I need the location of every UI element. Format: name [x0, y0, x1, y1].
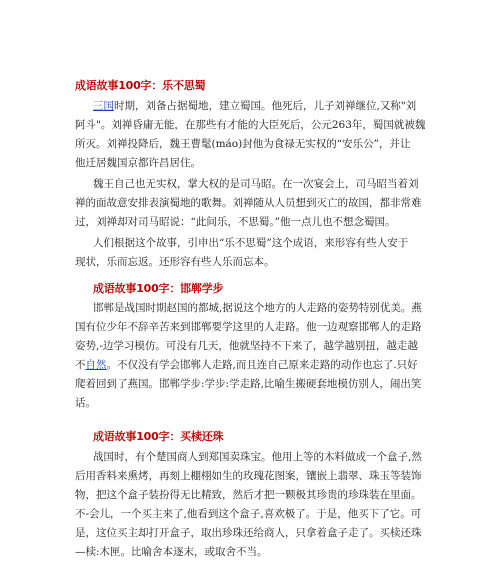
paragraph-line: 邯郸是战国时期赵国的都城,据说这个地方的人走路的姿势特别优美。燕 — [93, 302, 422, 314]
paragraph-line: 姿势,-边学习模仿。可没有几天，他就坚持不下来了，越学越别扭，越走越 — [75, 340, 418, 352]
link-natural[interactable]: 自然 — [85, 359, 107, 371]
section-heading: 成语故事100字：买椟还珠 — [93, 430, 224, 443]
paragraph-line: 不-会儿，一个买主来了,他看到这个盒子,喜欢极了。于是，他买下了它。可 — [75, 508, 422, 520]
paragraph-line: —椟:木匣。比喻舍本逐末，或取舍不当。 — [75, 546, 268, 558]
paragraph-line: 魏王自己也无实权，掌大权的是司马昭。在一次宴会上，司马昭当着刘 — [93, 178, 419, 190]
section-heading: 成语故事100字：邯郸学步 — [93, 282, 224, 295]
paragraph-line: 过，刘禅却对司马昭说：“此间乐，不思蜀。”他一点儿也不想念蜀国。 — [75, 216, 396, 228]
paragraph-line: 是，这位买主却打开盒子，取出珍珠还给商人，只拿着盒子走了。买椟还珠 — [75, 527, 422, 539]
paragraph-line: 三国时期，刘备占据蜀地，建立蜀国。他死后，儿子刘禅继位,又称"刘 — [93, 100, 417, 112]
paragraph-line: 国有位少年不辞辛苦来到邯郸要学这里的人走路。他一边观察邯郸人的走路 — [75, 321, 422, 333]
paragraph-line: 阿斗"。刘禅昏庸无能，在那些有才能的大臣死后，公元263年，蜀国就被魏 — [75, 119, 426, 131]
paragraph-line: 爬着回到了燕国。邯郸学步:学步:学走路,比喻生搬硬套地模仿别人，闹出笑 — [75, 378, 422, 390]
paragraph-line: 不自然。不仅没有学会邯郸人走路,而且连自己原来走路的动作也忘了.只好 — [75, 359, 418, 371]
paragraph-line: 战国时，有个楚国商人到郑国卖珠宝。他用上等的木料做成一个盒子,然 — [93, 451, 422, 463]
paragraph-line: 现状，乐而忘返。还形容有些人乐而忘本。 — [75, 256, 275, 268]
paragraph-line: 后用香料来熏烤，再刻上棚栩如生的玫瑰花图案，镶嵌上翡翠、珠玉等装饰 — [75, 470, 422, 482]
paragraph-line: 物，把这个盒子装扮得无比精致，然后才把一颗极其珍贵的珍珠装在里面。 — [75, 489, 422, 501]
paragraph-line: 禅的面故意安排表演蜀地的歌舞。刘禅随从人员想到灭亡的故国，都非常难 — [75, 197, 422, 209]
paragraph-line: 人们根据这个故事，引申出“乐不思蜀”这个成语，来形容有些人安于 — [93, 237, 409, 249]
paragraph-line: 他迁居魏国京都许昌居住。 — [75, 157, 201, 169]
link-three-kingdoms[interactable]: 三国 — [93, 100, 114, 112]
section-heading: 成语故事100字：乐不思蜀 — [75, 79, 206, 92]
paragraph-line: 话。 — [75, 397, 96, 409]
paragraph-line: 所灭。刘禅投降后，魏王曹髦(máo)封他为食禄无实权的“安乐公”，并让 — [75, 138, 411, 150]
